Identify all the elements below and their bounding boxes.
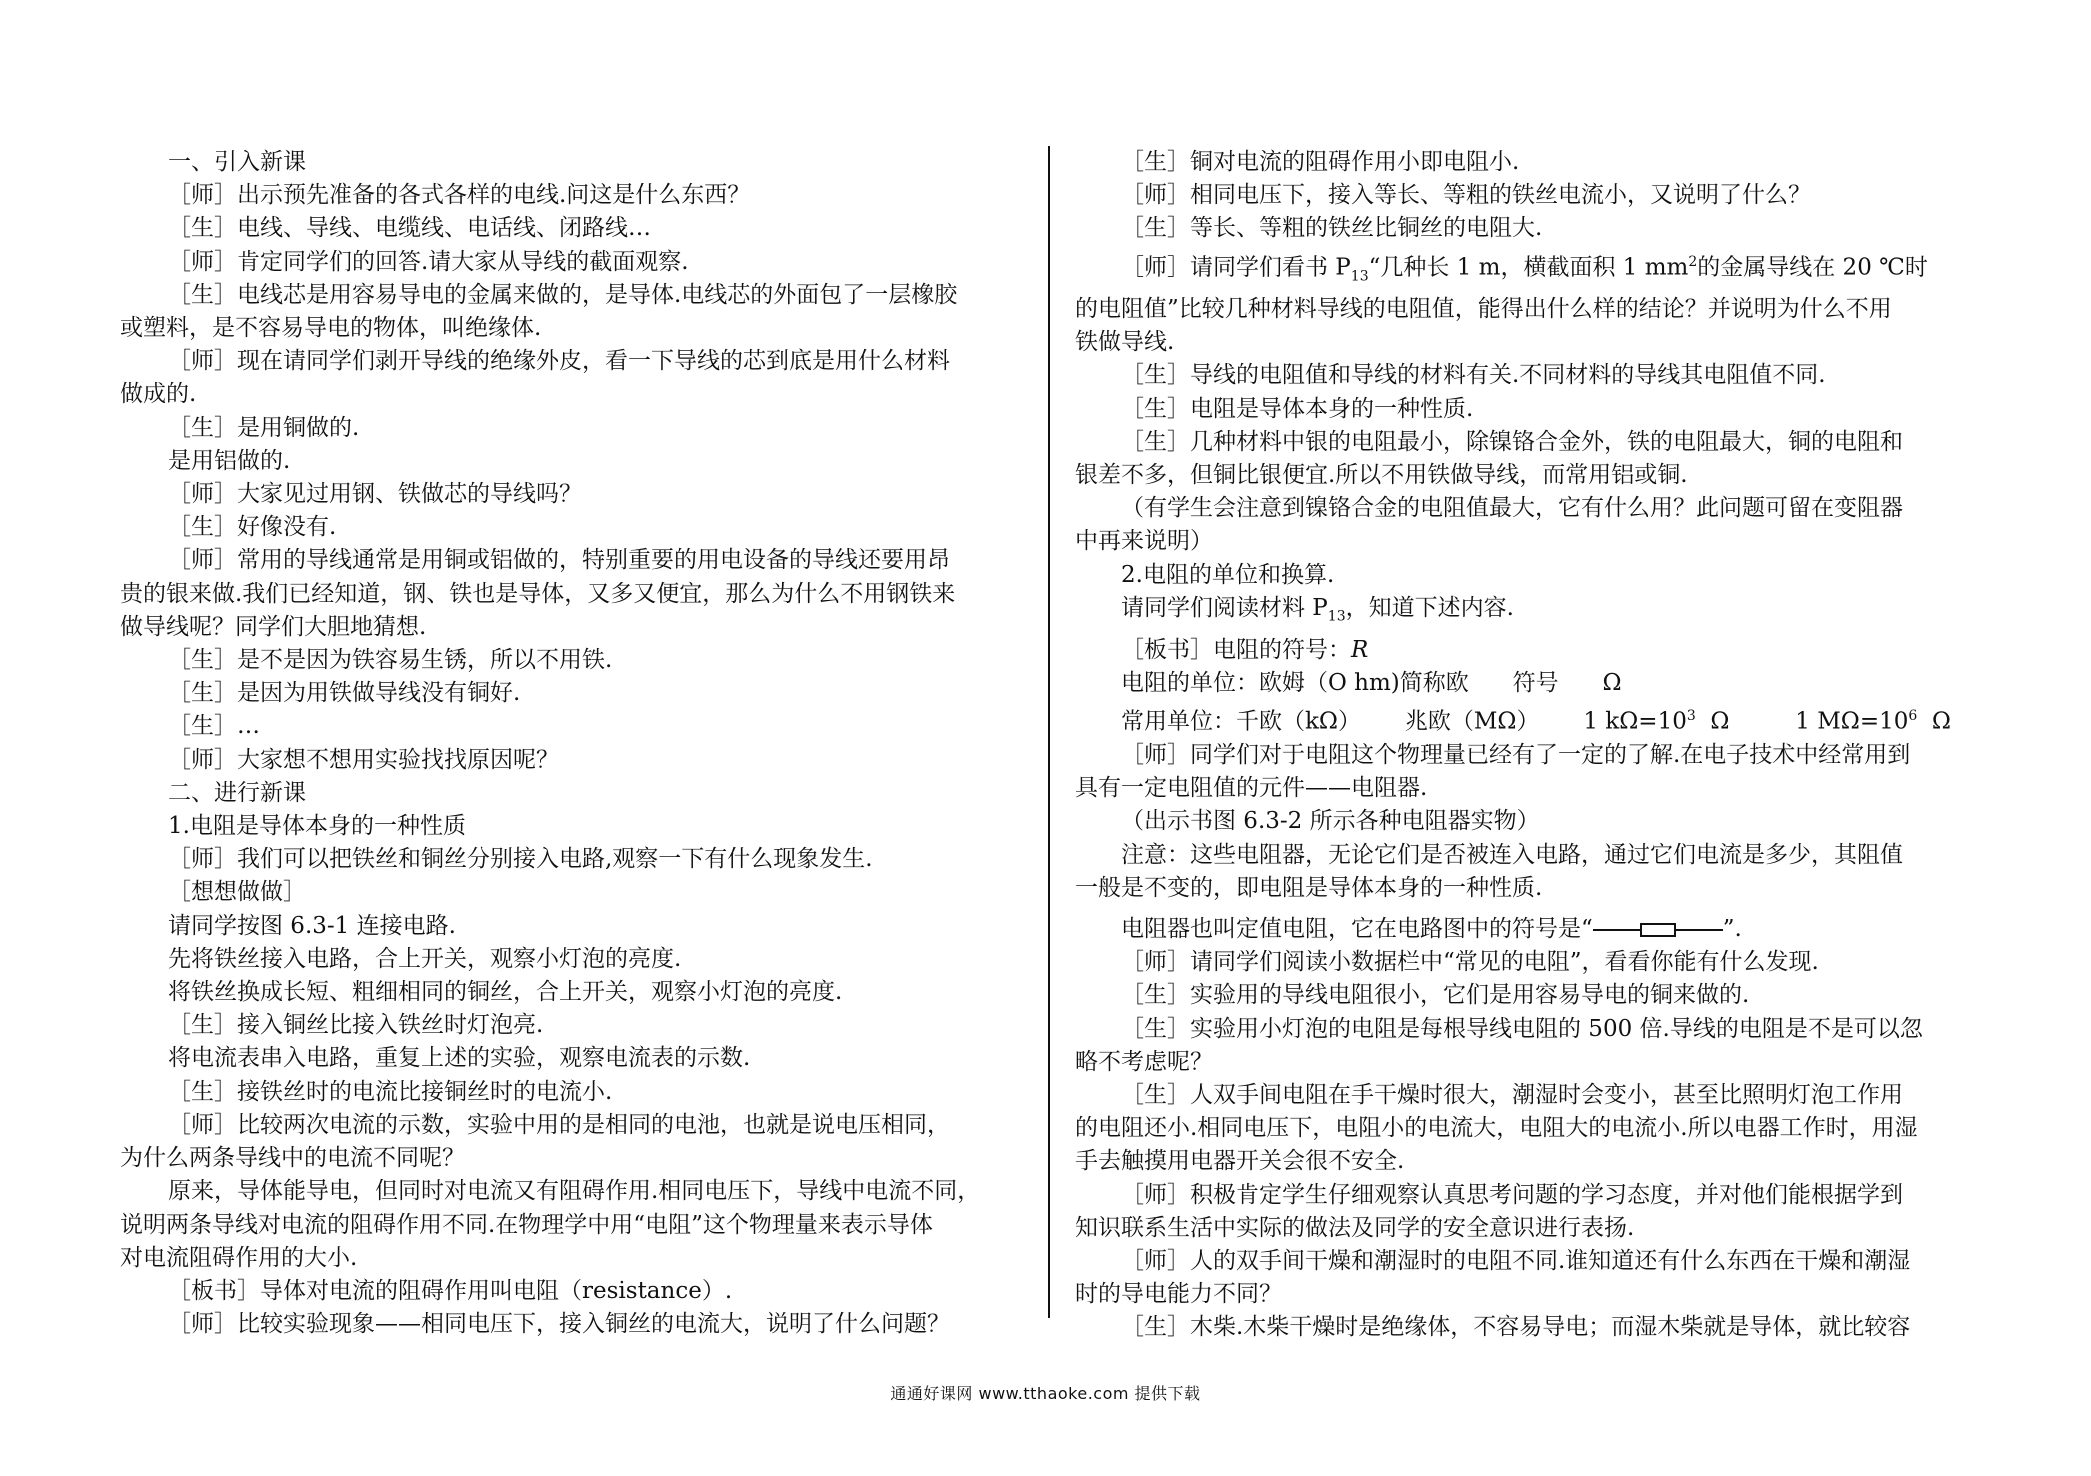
right-line: 的电阻值”比较几种材料导线的电阻值，能得出什么样的结论？并说明为什么不用 xyxy=(1075,296,1892,323)
right-line: 时的导电能力不同？ xyxy=(1075,1281,1282,1308)
right-line: ［生］电阻是导体本身的一种性质. xyxy=(1121,395,1474,422)
right-line: ［生］实验用小灯泡的电阻是每根导线电阻的 500 倍.导线的电阻是不是可以忽 xyxy=(1121,1015,1923,1042)
resistance-symbol-letter: R xyxy=(1351,636,1369,663)
right-line: ［生］木柴.木柴干燥时是绝缘体，不容易导电；而湿木柴就是导体，就比较容 xyxy=(1121,1314,1911,1341)
left-line: 原来，导体能导电，但同时对电流又有阻碍作用.相同电压下，导线中电流不同， xyxy=(168,1178,981,1205)
left-line: ［生］是不是因为铁容易生锈，所以不用铁. xyxy=(168,647,613,674)
left-line: 做成的. xyxy=(120,381,197,408)
text-fragment: ［板书］电阻的符号： xyxy=(1121,636,1351,663)
left-line: ［生］接入铜丝比接入铁丝时灯泡亮. xyxy=(168,1012,544,1039)
right-line: ［师］人的双手间干燥和潮湿时的电阻不同.谁知道还有什么东西在干燥和潮湿 xyxy=(1121,1248,1911,1274)
right-line: ［生］导线的电阻值和导线的材料有关.不同材料的导线其电阻值不同. xyxy=(1121,362,1826,389)
right-line xyxy=(1075,246,1975,293)
left-line: ［师］比较实验现象——相同电压下，接入铜丝的电流大，说明了什么问题？ xyxy=(168,1311,950,1338)
left-line: ［生］接铁丝时的电流比接铜丝时的电流小. xyxy=(168,1078,613,1105)
right-line: ［生］等长、等粗的铁丝比铜丝的电阻大. xyxy=(1121,215,1543,242)
right-line xyxy=(1075,634,1975,667)
right-line: ［师］请同学们阅读小数据栏中“常见的电阻”，看看你能有什么发现. xyxy=(1121,949,1819,976)
text-fragment: ”. xyxy=(1722,915,1742,942)
subscript: 13 xyxy=(1327,608,1346,625)
left-line: ［生］电线芯是用容易导电的金属来做的，是导体.电线芯的外面包了一层橡胶 xyxy=(168,281,958,308)
left-line: ［师］出示预先准备的各式各样的电线.问这是什么东西？ xyxy=(168,182,751,209)
right-line: 一般是不变的，即电阻是导体本身的一种性质. xyxy=(1075,874,1543,901)
superscript: 3 xyxy=(1686,708,1696,725)
text-fragment: 请同学们阅读材料 P xyxy=(1121,594,1328,621)
left-line: ［生］是用铜做的. xyxy=(168,414,360,441)
left-line: 做导线呢？同学们大胆地猜想. xyxy=(120,613,427,640)
left-column xyxy=(120,146,1045,1341)
left-line: ［板书］导体对电流的阻碍作用叫电阻（resistance）. xyxy=(168,1277,733,1304)
left-line: 对电流阻碍作用的大小. xyxy=(120,1244,358,1271)
text-fragment: 常用单位：千欧（kΩ） 兆欧（MΩ） 1 kΩ=10 xyxy=(1121,708,1687,735)
subscript: 13 xyxy=(1350,267,1369,284)
left-line: ［师］现在请同学们剥开导线的绝缘外皮，看一下导线的芯到底是用什么材料 xyxy=(168,348,950,375)
left-line: ［生］… xyxy=(168,713,260,740)
left-line: 将铁丝换成长短、粗细相同的铜丝，合上开关，观察小灯泡的亮度. xyxy=(168,979,843,1006)
right-line: ［生］几种材料中银的电阻最小，除镍铬合金外，铁的电阻最大，铜的电阻和 xyxy=(1121,428,1903,455)
right-column xyxy=(1075,146,1975,1345)
right-line xyxy=(1075,592,1975,634)
resistor-symbol-icon xyxy=(1593,922,1723,938)
right-line: ［生］人双手间电阻在手干燥时很大，潮湿时会变小，甚至比照明灯泡工作用 xyxy=(1121,1081,1903,1108)
superscript: 2 xyxy=(1688,253,1698,270)
left-line: ［师］常用的导线通常是用铜或铝做的，特别重要的用电设备的导线还要用昂 xyxy=(168,547,950,574)
left-line: 将电流表串入电路，重复上述的实验，观察电流表的示数. xyxy=(168,1045,751,1072)
left-line: 请同学按图 6.3-1 连接电路. xyxy=(168,912,456,939)
right-line xyxy=(1075,700,1975,739)
right-line: ［师］积极肯定学生仔细观察认真思考问题的学习态度，并对他们能根据学到 xyxy=(1121,1181,1903,1208)
left-line: ［生］电线、导线、电缆线、电话线、闭路线… xyxy=(168,215,651,242)
right-line: 注意：这些电阻器，无论它们是否被连入电路，通过它们电流是多少，其阻值 xyxy=(1121,841,1903,868)
left-line: 二、进行新课 xyxy=(168,779,306,806)
right-line: 略不考虑呢？ xyxy=(1075,1048,1213,1075)
left-line: ［师］比较两次电流的示数，实验中用的是相同的电池，也就是说电压相同， xyxy=(168,1111,950,1138)
left-line: ［生］好像没有. xyxy=(168,514,337,541)
text-fragment: ，知道下述内容. xyxy=(1345,594,1514,621)
text-fragment: “几种长 1 m，横截面积 1 mm xyxy=(1368,254,1689,281)
left-line: 说明两条导线对电流的阻碍作用不同.在物理学中用“电阻”这个物理量来表示导体 xyxy=(120,1211,933,1238)
left-line: ［师］肯定同学们的回答.请大家从导线的截面观察. xyxy=(168,248,689,275)
text-fragment: ［师］请同学们看书 P xyxy=(1121,254,1351,281)
right-line: 具有一定电阻值的元件——电阻器. xyxy=(1075,775,1428,802)
left-line: ［师］大家见过用钢、铁做芯的导线吗？ xyxy=(168,481,582,508)
left-line: 1.电阻是导体本身的一种性质 xyxy=(168,813,466,840)
right-line: 银差不多，但铜比银便宜.所以不用铁做导线，而常用铝或铜. xyxy=(1075,462,1688,489)
left-line: ［想想做做］ xyxy=(168,879,306,906)
left-line: 贵的银来做.我们已经知道，钢、铁也是导体，又多又便宜，那么为什么不用钢铁来 xyxy=(120,580,956,607)
left-line: 先将铁丝接入电路，合上开关，观察小灯泡的亮度. xyxy=(168,945,682,972)
right-line: ［生］实验用的导线电阻很小，它们是用容易导电的铜来做的. xyxy=(1121,982,1750,1009)
right-line: （有学生会注意到镍铬合金的电阻值最大，它有什么用？此问题可留在变阻器 xyxy=(1121,495,1903,522)
right-line: 中再来说明） xyxy=(1075,528,1213,555)
left-line: ［生］是因为用铁做导线没有铜好. xyxy=(168,680,521,707)
text-fragment: Ω 1 MΩ=10 xyxy=(1695,708,1909,735)
right-line: 铁做导线. xyxy=(1075,329,1175,356)
superscript: 6 xyxy=(1908,708,1918,725)
left-line: ［师］大家想不想用实验找找原因呢？ xyxy=(168,746,559,773)
right-line xyxy=(1075,913,1975,946)
right-line: 2.电阻的单位和换算. xyxy=(1121,561,1335,588)
left-line: 是用铝做的. xyxy=(168,447,291,474)
column-divider xyxy=(1048,146,1050,1318)
right-line: 的电阻还小.相同电压下，电阻小的电流大，电阻大的电流小.所以电器工作时，用湿 xyxy=(1075,1115,1918,1142)
text-fragment: Ω xyxy=(1917,708,1951,735)
left-line: 或塑料，是不容易导电的物体，叫绝缘体. xyxy=(120,315,542,342)
right-line: 手去触摸用电器开关会很不安全. xyxy=(1075,1148,1405,1175)
left-line: ［师］我们可以把铁丝和铜丝分别接入电路,观察一下有什么现象发生. xyxy=(168,846,873,873)
right-line: 电阻的单位：欧姆（O hm)简称欧 符号 Ω xyxy=(1121,669,1622,696)
right-line: （出示书图 6.3-2 所示各种电阻器实物） xyxy=(1121,808,1540,835)
right-line: ［生］铜对电流的阻碍作用小即电阻小. xyxy=(1121,149,1520,175)
text-fragment: 的金属导线在 20 ℃时 xyxy=(1697,254,1928,281)
left-line: 一、引入新课 xyxy=(168,149,306,175)
right-line: 知识联系生活中实际的做法及同学的安全意识进行表扬. xyxy=(1075,1214,1635,1241)
page-footer: 通通好课网 www.tthaoke.com 提供下载 xyxy=(890,1384,1201,1403)
text-fragment: 电阻器也叫定值电阻，它在电路图中的符号是“ xyxy=(1121,915,1593,942)
right-line: ［师］相同电压下，接入等长、等粗的铁丝电流小，又说明了什么？ xyxy=(1121,182,1811,209)
right-line: ［师］同学们对于电阻这个物理量已经有了一定的了解.在电子技术中经常用到 xyxy=(1121,741,1911,768)
left-line: 为什么两条导线中的电流不同呢？ xyxy=(120,1145,465,1172)
